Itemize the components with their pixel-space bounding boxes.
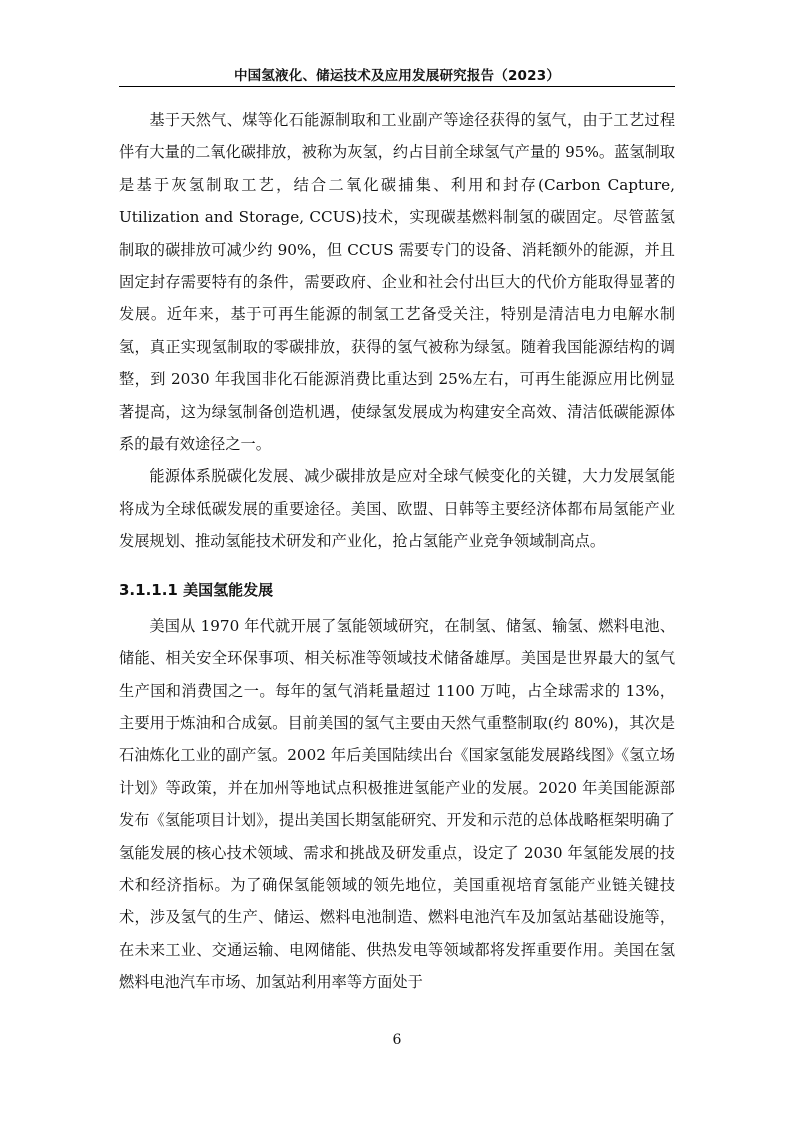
running-header: 中国氢液化、储运技术及应用发展研究报告（2023） — [233, 68, 561, 84]
page-body — [119, 104, 675, 999]
paragraph-hydrogen-colors: 基于天然气、煤等化石能源制取和工业副产等途径获得的氢气，由于工艺过程伴有大量的二氧化碳排放，被称为灰氢，约占目前全球氢气产量的 95%。蓝氢制取是基于灰氢制取工艺，结合二氧化碳捕集、利用和封存(Carbon Capture, Utilization and Storage, CCUS)技术，实现碳基燃料制氢的碳固定。尽管蓝氢制取的碳排放可减少约 90%，但 CCUS 需要专门的设备、消耗额外的能源，并且固定封存需要特有的条件，需要政府、企业和社会付出巨大的代价方能取得显著的发展。近年来，基于可再生能源的制氢工艺备受关注，特别是清洁电力电解水制氢，真正实现氢制取的零碳排放，获得的氢气被称为绿氢。随着我国能源结构的调整，到 2030 年我国非化石能源消费比重达到 25%左右，可再生能源应用比例显著提高，这为绿氢制备创造机遇，使绿氢发展成为构建安全高效、清洁低碳能源体系的最有效途径之一。 — [119, 111, 675, 454]
paragraph-us-hydrogen: 美国从 1970 年代就开展了氢能领域研究，在制氢、储氢、输氢、燃料电池、储能、相关安全环保事项、相关标准等领域技术储备雄厚。美国是世界最大的氢气生产国和消费国之一。每年的氢气消耗量超过 1100 万吨，占全球需求的 13%，主要用于炼油和合成氨。目前美国的氢气主要由天然气重整制取(约 80%)，其次是石油炼化工业的副产氢。2002 年后美国陆续出台《国家氢能发展路线图》《氢立场计划》等政策，并在加州等地试点积极推进氢能产业的发展。2020 年美国能源部发布《氢能项目计划》，提出美国长期氢能研究、开发和示范的总体战略框架明确了氢能发展的核心技术领域、需求和挑战及研发重点，设定了 2030 年氢能发展的技术和经济指标。为了确保氢能领域的领先地位，美国重视培育氢能产业链关键技术，涉及氢气的生产、储运、燃料电池制造、燃料电池汽车及加氢站基础设施等，在未来工业、交通运输、电网储能、供热发电等领域都将发挥重要作用。美国在氢燃料电池汽车市场、加氢站利用率等方面处于 — [119, 616, 675, 992]
header-divider — [119, 86, 675, 87]
paragraph-decarbonization: 能源体系脱碳化发展、减少碳排放是应对全球气候变化的关键，大力发展氢能将成为全球低碳发展的重要途径。美国、欧盟、日韩等主要经济体都布局氢能产业发展规划、推动氢能技术研发和产业化，抢占氢能产业竞争领域制高点。 — [119, 467, 675, 551]
page-number: 6 — [392, 1032, 402, 1048]
section-heading: 3.1.1.1 美国氢能发展 — [119, 580, 274, 599]
